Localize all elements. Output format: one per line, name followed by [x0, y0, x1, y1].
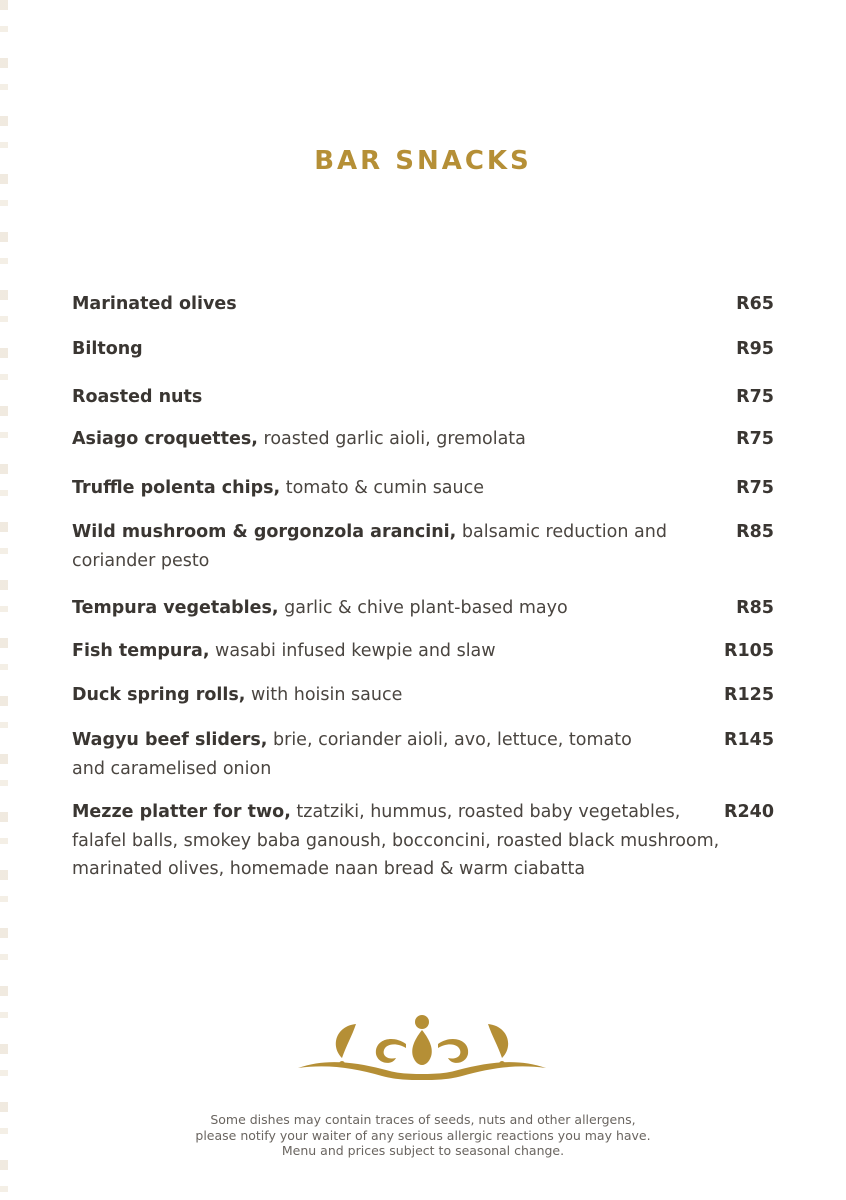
menu-item — [72, 474, 774, 503]
menu-item — [72, 425, 774, 454]
item-name: Asiago croquettes, — [72, 429, 258, 449]
item-name: Duck spring rolls, — [72, 685, 246, 705]
item-price: R75 — [736, 478, 774, 498]
item-price: R240 — [723, 802, 774, 822]
item-name: Roasted nuts — [72, 387, 203, 407]
item-price: R85 — [736, 522, 774, 542]
item-price: R75 — [736, 429, 774, 449]
decorative-edge-pattern — [0, 0, 8, 1200]
item-price: R95 — [736, 339, 774, 359]
item-description: garlic & chive plant-based mayo — [278, 598, 568, 618]
item-description: wasabi infused kewpie and slaw — [209, 641, 496, 661]
item-description: tzatziki, hummus, roasted baby vegetables, falafel balls, smokey baba ganoush, bocconcini, roasted black mushroom, marinated olives, homemade naan bread & warm ciabatta — [72, 802, 720, 879]
menu-item — [72, 518, 774, 575]
item-name: Wagyu beef sliders, — [72, 730, 268, 750]
menu-item — [72, 290, 774, 319]
item-price: R85 — [736, 598, 774, 618]
item-price: R125 — [723, 685, 774, 705]
item-description: roasted garlic aioli, gremolata — [257, 429, 526, 449]
item-name: Marinated olives — [72, 294, 237, 314]
item-price: R65 — [736, 294, 774, 314]
gold-scroll-ornament-icon — [296, 1012, 548, 1084]
menu-item — [72, 594, 774, 623]
item-name: Wild mushroom & gorgonzola arancini, — [72, 522, 457, 542]
menu-item — [72, 726, 774, 783]
menu-item — [72, 637, 774, 666]
item-name: Mezze platter for two, — [72, 802, 291, 822]
footer-line: please notify your waiter of any serious allergic reactions you may have. — [195, 1127, 651, 1143]
item-description: with hoisin sauce — [245, 685, 403, 705]
item-name: Tempura vegetables, — [72, 598, 279, 618]
item-name: Biltong — [72, 339, 143, 359]
item-price: R145 — [723, 730, 774, 750]
footer-line: Menu and prices subject to seasonal change. — [281, 1143, 565, 1158]
menu-item — [72, 335, 774, 364]
item-description: tomato & cumin sauce — [280, 478, 485, 498]
item-name: Truffle polenta chips, — [72, 478, 281, 498]
page-title: BAR SNACKS — [314, 146, 532, 176]
item-description: balsamic reduction and coriander pesto — [72, 522, 667, 571]
item-description: brie, coriander aioli, avo, lettuce, tomato and caramelised onion — [72, 730, 632, 779]
menu-item — [72, 383, 774, 412]
item-name: Fish tempura, — [72, 641, 210, 661]
menu-item — [72, 798, 774, 884]
footer-line: Some dishes may contain traces of seeds, nuts and other allergens, — [210, 1112, 636, 1127]
item-price: R105 — [723, 641, 774, 661]
allergen-disclaimer — [0, 1112, 846, 1159]
item-price: R75 — [736, 387, 774, 407]
menu-item — [72, 681, 774, 710]
